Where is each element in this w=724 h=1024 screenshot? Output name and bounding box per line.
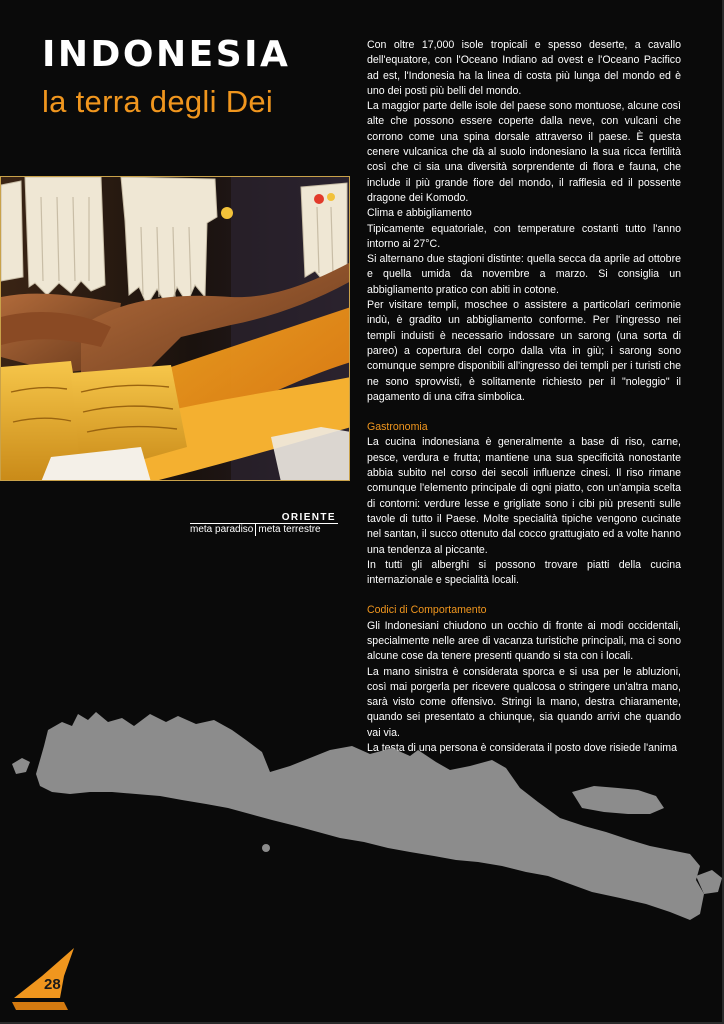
paragraph: La testa di una persona è considerata il posto dove risiede l'anima (367, 742, 678, 755)
paragraph: La cucina indonesiana è generalmente a base di riso, carne, pesce, verdura e frutta; mantiene una sua specificità nonostante abbia subito nel corso dei secoli influenze cinesi. Il riso rimane comunque l'elemento principale di ogni piatto, con un'ampia scelta di contorni: verdure lesse e grigliate sono i cibi più presenti sulle tavole di tutto il Paese. Molte specialità tipiche vengono cucinate nel santan, il succo ottenuto dal cocco grattugiato ed a volte hanno una tendenza al piccante. (367, 436, 681, 556)
page-subtitle: la terra degli Dei (42, 84, 274, 119)
paragraph: La maggior parte delle isole del paese sono montuose, alcune così alte che possono essere coperte dalla neve, con vulcani che corrono come una spina dorsale attraverso il paese. È questa cenere vulcanica che dà al suolo indonesiano la sua ricca fertilità così che ci sia una diversità sorprendente di flora e fauna, che include il più grande fiore del mondo, il rafflesia ed il possente dragone dei Komodo. (367, 100, 681, 204)
java-map (0, 700, 724, 945)
article-text (367, 38, 681, 756)
paragraph: Tipicamente equatoriale, con temperature costanti tutto l'anno intorno ai 27°C. (367, 222, 681, 250)
brand-tagline (190, 523, 338, 536)
brand-oriente: ORIENTE (281, 512, 336, 523)
brand-mark (190, 512, 338, 536)
page-title: INDONESIA (42, 34, 291, 75)
paragraph: Con oltre 17,000 isole tropicali e spesso deserte, a cavallo dell'equatore, con l'Oceano Indiano ad ovest e l'Oceano Pacifico ad est, l'Indonesia ha la linea di costa più lunga del mondo ed è uno dei posti più belli del mondo. (367, 39, 681, 97)
paragraph: Gli Indonesiani chiudono un occhio di fronte ai modi occidentali, specialmente nelle aree di vacanza turistiche principali, ma ci sono alcune cose da tenere presenti quando si sta con i locali. (367, 619, 681, 663)
food-heading: Gastronomia (367, 421, 428, 434)
climate-heading: Clima e abbigliamento (367, 207, 472, 220)
paragraph: In tutti gli alberghi si possono trovare piatti della cucina internazionale e specialità locali. (367, 558, 681, 587)
brand-right: meta terrestre (258, 524, 321, 535)
page-number: 28 (44, 976, 61, 993)
paragraph: La mano sinistra è considerata sporca e si usa per le abluzioni, così mai porgerla per ricevere qualcosa o stringere un'altra mano, sarà visto come offensivo. Stringi la mano, destra chiaramente, quando sei presentato a chiunque, sia quando arrivi che quando vai via. (367, 665, 681, 739)
dancers-photo (0, 176, 350, 481)
paragraph: Per visitare templi, moschee o assistere a particolari cerimonie indù, è gradito un abbigliamento conforme. Per l'ingresso nei templi induisti è necessario indossare un sarong (una sorta di pareo) a copertura del corpo dalla vita in giù; i sarong sono comunque sempre disponibili all'ingresso dei templi per i turisti che ne sono sprovvisti, è solitamente richiesto per il "noleggio" il pagamento di una cifra simbolica. (367, 299, 681, 403)
paragraph: Si alternano due stagioni distinte: quella secca da aprile ad ottobre e quella umida da novembre a marzo. Si consiglia un abbigliamento pratico con abiti in cotone. (367, 253, 681, 296)
brand-left: meta paradiso (190, 524, 256, 536)
page-badge (8, 946, 78, 1023)
behavior-heading: Codici di Comportamento (367, 604, 487, 617)
